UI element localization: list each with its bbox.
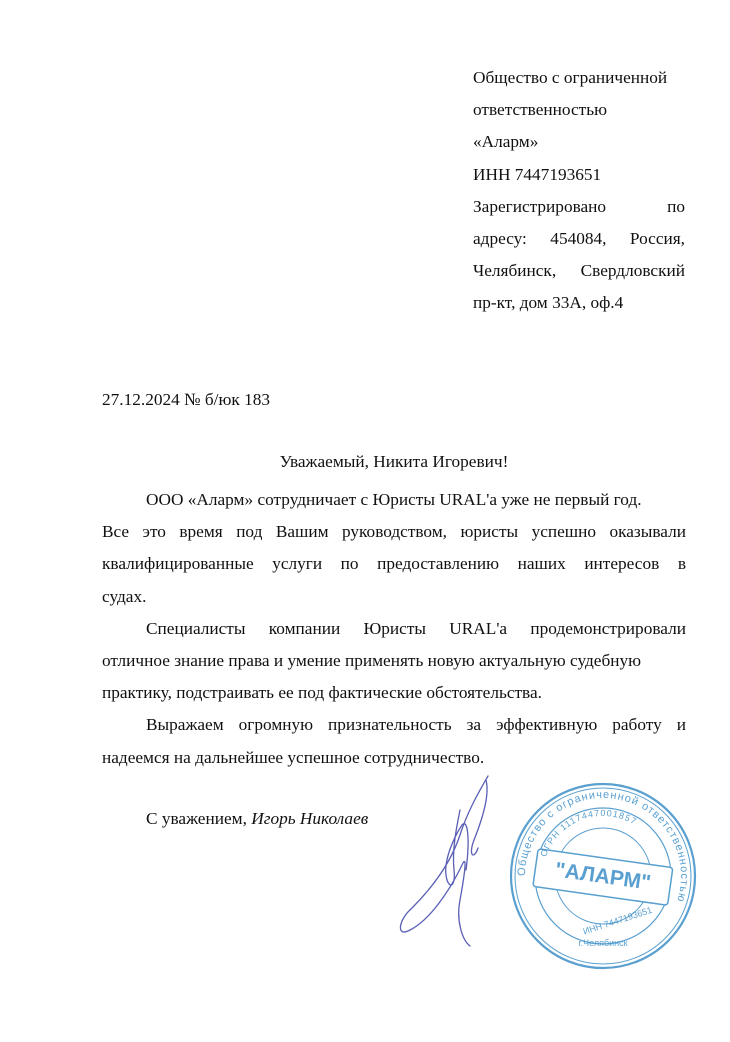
- recipient-line: Общество с ограниченной: [473, 68, 668, 87]
- word: Специалисты: [146, 618, 246, 638]
- address-word: 454084,: [550, 229, 607, 249]
- text-line: [102, 709, 686, 741]
- word: оказывали: [609, 522, 686, 542]
- address-word: Зарегистрировано: [473, 196, 607, 216]
- word: предоставлению: [377, 554, 500, 574]
- address-word: Свердловский: [580, 261, 685, 281]
- word: продемонстрировали: [530, 618, 686, 638]
- recipient-line: «Аларм»: [473, 132, 539, 152]
- word: компании: [268, 618, 341, 638]
- text-line: [102, 516, 686, 548]
- recipient-line: ответственностью: [473, 100, 607, 120]
- word: это: [142, 522, 166, 542]
- paragraph-1: [102, 484, 686, 613]
- address-word: по: [667, 196, 685, 216]
- word: признательность: [328, 715, 452, 735]
- address-line: пр-кт, дом 33А, оф.4: [473, 293, 624, 313]
- text-segment: отличное знание права и умение применять новую актуальную судебную: [102, 651, 642, 671]
- text-segment: ООО «Аларм» сотрудничает с Юристы URAL'a уже не первый год.: [146, 490, 642, 509]
- word: квалифицированные: [102, 554, 254, 574]
- text-line: [102, 742, 686, 774]
- stamp-inn-text: ИНН 7447193651: [581, 904, 654, 937]
- word: огромную: [238, 715, 314, 735]
- address-word: адресу:: [473, 229, 527, 249]
- stamp-center-text: "АЛАРМ": [553, 858, 653, 895]
- word: Юристы: [363, 618, 426, 638]
- text-line: [102, 581, 686, 613]
- text-line: [102, 484, 686, 516]
- address-line: [473, 191, 685, 223]
- word: по: [340, 554, 359, 574]
- text-line: [102, 645, 686, 677]
- word: под: [236, 522, 263, 542]
- address-word: Челябинск,: [473, 261, 557, 281]
- text-line: [102, 548, 686, 580]
- stamp-inner-text: ОГРН 1117447001857: [538, 807, 639, 859]
- signer-name: Игорь Николаев: [251, 809, 369, 828]
- word: и: [676, 715, 686, 735]
- handwritten-signature: [390, 770, 505, 950]
- word: за: [466, 715, 482, 735]
- text-segment: практику, подстраивать ее под фактические обстоятельства.: [102, 683, 542, 703]
- closing: [146, 809, 368, 829]
- closing-prefix: С уважением,: [146, 809, 247, 828]
- word: Все: [102, 522, 130, 542]
- word: время: [179, 522, 223, 542]
- stamp-city-text: г.Челябинск: [578, 938, 628, 948]
- word: эффективную: [496, 715, 598, 735]
- recipient-inn: ИНН 7447193651: [473, 164, 602, 184]
- word: наших: [517, 554, 566, 574]
- paragraph-3: [102, 709, 686, 773]
- word: Выражаем: [146, 715, 224, 735]
- word: URAL'a: [449, 618, 508, 638]
- text-segment: надеемся на дальнейшее успешное сотрудничество.: [102, 747, 485, 767]
- word: юристы: [460, 522, 519, 542]
- recipient-block: [473, 62, 685, 320]
- word: в: [677, 554, 686, 574]
- word: услуги: [272, 554, 323, 574]
- word: успешно: [531, 522, 596, 542]
- word: интересов: [584, 554, 660, 574]
- word: работу: [612, 715, 662, 735]
- text-line: [102, 677, 686, 709]
- stamp-outer-text: Общество с ограниченной ответственностью: [515, 788, 691, 904]
- text-segment: судах.: [102, 586, 147, 606]
- address-line: [473, 255, 685, 287]
- address-line: [473, 223, 685, 255]
- paragraph-2: [102, 613, 686, 710]
- word: Вашим: [275, 522, 329, 542]
- letter-body: [102, 484, 686, 774]
- signature-stroke: [400, 776, 488, 946]
- company-stamp: [505, 778, 701, 974]
- word: руководством,: [341, 522, 448, 542]
- address-word: Россия,: [629, 229, 685, 249]
- text-line: [102, 613, 686, 645]
- greeting: Уважаемый, Никита Игоревич!: [279, 452, 509, 471]
- document-date-number: 27.12.2024 № б/юк 183: [102, 390, 271, 409]
